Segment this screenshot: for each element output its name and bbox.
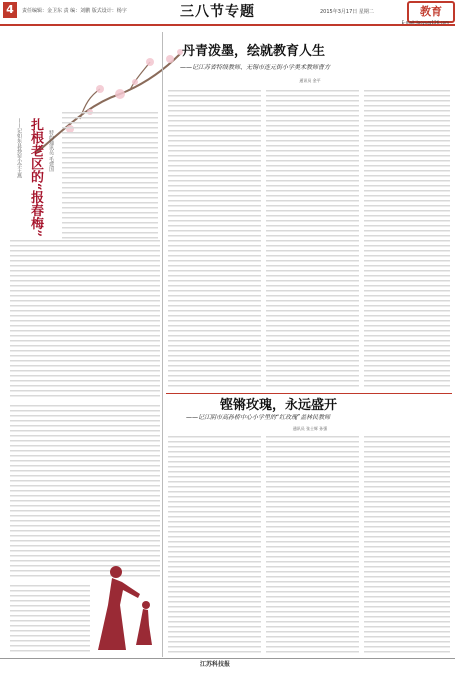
left-article-body-3 xyxy=(10,585,90,655)
right-article-subtitle: ——记江苏省特级教师、无锡市连元街小学美术教师曹方 xyxy=(180,64,331,71)
bottom-article-rule xyxy=(166,393,452,394)
page-number: 4 xyxy=(3,2,17,18)
section-title: 三八节专题 xyxy=(180,4,255,20)
bottom-article-col-2 xyxy=(266,436,359,656)
right-article-col-3 xyxy=(364,90,450,390)
left-article-title: 扎根老区的“报春梅” xyxy=(28,118,43,237)
footer-label: 江苏科技报 xyxy=(200,661,231,668)
brand-logo: 教育 xyxy=(407,1,455,23)
issue-date: 2015年3月17日 星期二 xyxy=(320,9,374,15)
header-rule xyxy=(0,24,455,26)
email-address: E-mail:jiaoyu@126.com xyxy=(401,20,449,25)
column-divider xyxy=(162,32,163,657)
right-article-title: 丹青泼墨，绘就教育人生 xyxy=(182,44,326,59)
left-article-body-1 xyxy=(10,240,160,400)
editors-line: 责任编辑：金卫东 责 编：刘鹏 版式设计：杨宇 xyxy=(22,8,127,14)
right-article-col-1 xyxy=(168,90,261,390)
footer-rule xyxy=(0,658,455,659)
left-article-byline: 特约通讯员 毛建国 xyxy=(48,130,54,172)
bottom-article-col-1 xyxy=(168,436,261,656)
mother-child-illustration xyxy=(88,560,163,655)
bottom-article-subtitle: ——记江阴市高孙桥中心小学里的“红玫瑰”盖林民教师 xyxy=(186,414,331,421)
left-article-intro xyxy=(62,112,158,240)
bottom-article-title: 铿锵玫瑰，永远盛开 xyxy=(220,398,338,413)
bottom-article-byline: 通讯员 张士辉 孙强 xyxy=(292,426,328,431)
bottom-article-col-3 xyxy=(364,436,450,656)
left-article-body-2 xyxy=(10,405,160,580)
left-article-subtitle: ——记如东县孙窑小学王燕 xyxy=(16,118,22,178)
right-article-col-2 xyxy=(266,90,359,390)
right-article-byline: 通讯员 金平 xyxy=(299,78,321,83)
